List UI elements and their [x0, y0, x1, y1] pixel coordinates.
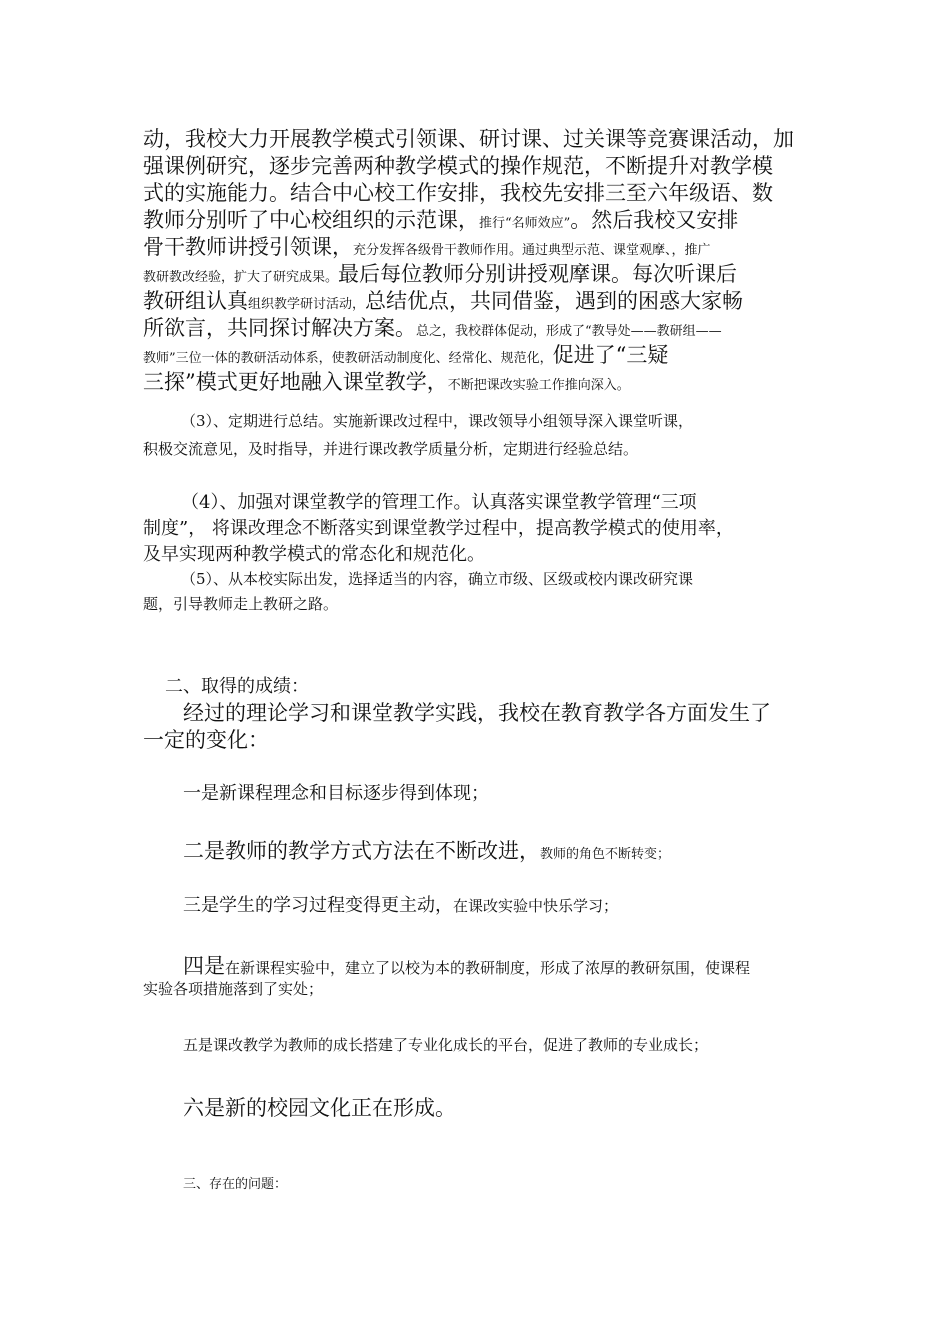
text-span: 在新课程实验中，建立了以校为本的教研制度，形成了浓厚的教研氛围，使课程 — [225, 959, 751, 977]
text-line — [143, 285, 743, 315]
text-line — [143, 258, 737, 288]
text-line — [143, 204, 738, 234]
text-span: 教研教改经验，扩大了研究成果。 — [143, 270, 339, 285]
list-item: 五是课改教学为教师的成长搭建了专业化成长的平台，促进了教师的专业成长； — [183, 1036, 709, 1054]
text-span: 。通过典型示范、课堂观摩、，推广 — [509, 243, 711, 258]
text-span: 在课改实验中快乐学习； — [453, 897, 619, 915]
text-span: 总之，我校群体促动，形成了“教导处——教研组—— — [416, 324, 722, 339]
text-span: 所欲言，共同探讨解决方案。 — [143, 316, 416, 340]
text-line: （5）、从本校实际出发，选择适当的内容，确立市级、区级或校内课改研究课 — [181, 570, 694, 588]
text-span: 推行“名师效应” — [479, 216, 571, 231]
text-line: 一定的变化： — [143, 728, 269, 752]
text-line — [143, 366, 630, 396]
text-line — [143, 231, 711, 261]
text-span: 教师分别听了中心校组织的示范课， — [143, 208, 479, 232]
text-line: 题，引导教师走上教研之路。 — [143, 595, 339, 613]
text-span: 二是教师的教学方式方法在不断改进， — [183, 839, 540, 863]
text-span: 教师的角色不断转变； — [540, 847, 671, 862]
text-span: 促进了“三疑 — [552, 343, 669, 367]
list-item — [183, 835, 670, 865]
list-item — [183, 891, 618, 917]
text-span: 三是学生的学习过程变得更主动， — [183, 895, 453, 916]
text-line: （4）、加强对课堂教学的管理工作。认真落实课堂教学管理“三项 — [181, 492, 697, 513]
text-span: 教师”三位一体的教研活动体系，使教研活动制度化、经常化、规范化， — [143, 351, 553, 366]
text-line: 动，我校大力开展教学模式引领课、研讨课、过关课等竞赛课活动，加 — [143, 127, 794, 151]
text-span: 组织教学研讨活动， — [248, 297, 366, 312]
section-heading: 二、取得的成绩： — [165, 676, 309, 697]
text-span: 三探”模式更好地融入课堂教学， — [143, 370, 448, 394]
text-line: 及早实现两种教学模式的常态化和规范化。 — [143, 544, 485, 565]
list-item: 六是新的校园文化正在形成。 — [183, 1096, 456, 1120]
text-span: 教研组认真 — [143, 289, 248, 313]
text-line: 强课例研究，逐步完善两种教学模式的操作规范，不断提升对教学模 — [143, 154, 773, 178]
list-item: 一是新课程理念和目标逐步得到体现； — [183, 783, 489, 804]
text-span: 总结优点，共同借鉴，遇到的困惑大家畅 — [365, 289, 744, 313]
text-span: 不断把课改实验工作推向深入。 — [447, 378, 630, 393]
text-line: 制度”， 将课改理念不断落实到课堂教学过程中，提高教学模式的使用率， — [143, 518, 734, 539]
section-heading: 三、存在的问题： — [183, 1177, 288, 1192]
text-line: （3）、定期进行总结。实施新课改过程中，课改领导小组领导深入课堂听课， — [181, 412, 694, 430]
text-span: 最后每位教师分别讲授观摩课。每次听课后 — [338, 262, 738, 286]
text-line — [143, 312, 722, 342]
text-span: 。然后我校又安排 — [570, 208, 739, 232]
text-span: 骨干教师讲授引领课， — [143, 235, 353, 259]
text-line — [143, 339, 668, 369]
text-line: 式的实施能力。结合中心校工作安排，我校先安排三至六年级语、数 — [143, 181, 773, 205]
text-line: 积极交流意见，及时指导，并进行课改教学质量分析，定期进行经验总结。 — [143, 440, 639, 458]
text-span: 四是 — [183, 954, 225, 978]
text-line: 经过的理论学习和课堂教学实践，我校在教育教学各方面发生了 — [183, 701, 771, 725]
list-item — [183, 950, 750, 980]
text-line: 实验各项措施落到了实处； — [143, 980, 324, 998]
text-span: 充分发挥各级骨干教师作用 — [353, 243, 510, 258]
